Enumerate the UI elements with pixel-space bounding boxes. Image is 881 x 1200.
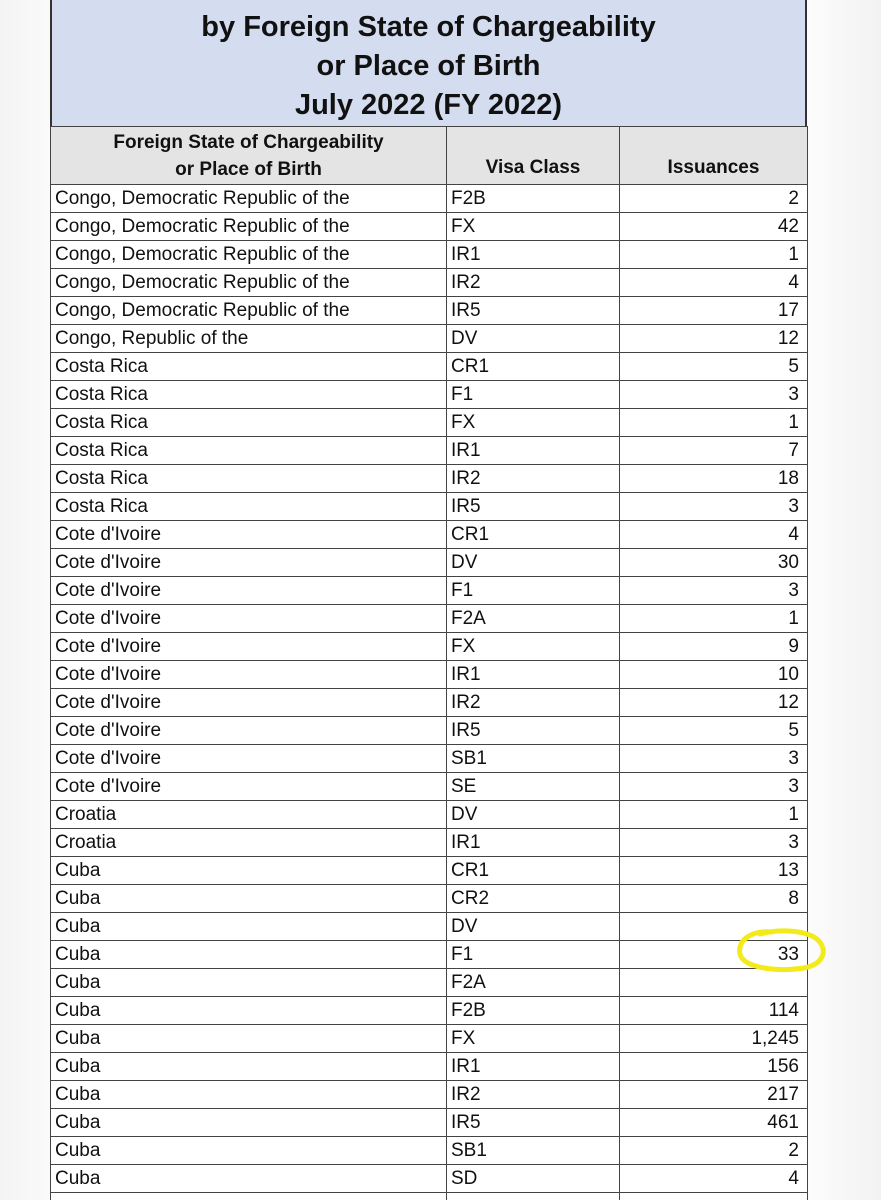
visa-class-cell: CR2 xyxy=(447,885,620,913)
visa-class-cell: FX xyxy=(447,1025,620,1053)
table-row xyxy=(51,717,808,745)
left-page-margin xyxy=(0,0,50,1200)
table-row xyxy=(51,661,808,689)
visa-class-cell: IR5 xyxy=(447,297,620,325)
visa-class-cell: F2A xyxy=(447,969,620,997)
issuances-cell: 3 xyxy=(620,773,808,801)
header-visa-class: Visa Class xyxy=(447,127,620,185)
country-cell: Cuba xyxy=(51,1053,447,1081)
visa-class-cell: F2B xyxy=(447,185,620,213)
issuances-cell xyxy=(620,913,808,941)
issuances-cell: 33 xyxy=(620,941,808,969)
visa-class-cell: IR2 xyxy=(447,465,620,493)
country-cell: Cuba xyxy=(51,1081,447,1109)
table-row xyxy=(51,605,808,633)
issuances-cell: 12 xyxy=(620,689,808,717)
issuances-cell: 4 xyxy=(620,521,808,549)
issuances-cell: 1 xyxy=(620,605,808,633)
country-cell: Cuba xyxy=(51,941,447,969)
cut-off-cell xyxy=(447,1193,620,1200)
issuances-cell: 2 xyxy=(620,185,808,213)
table-row xyxy=(51,353,808,381)
table-row xyxy=(51,1109,808,1137)
visa-class-cell: FX xyxy=(447,213,620,241)
country-cell: Cuba xyxy=(51,913,447,941)
issuances-cell: 3 xyxy=(620,577,808,605)
table-row xyxy=(51,185,808,213)
country-cell: Croatia xyxy=(51,829,447,857)
issuances-cell xyxy=(620,969,808,997)
visa-class-cell: IR5 xyxy=(447,717,620,745)
header-country xyxy=(51,127,447,185)
country-cell: Congo, Republic of the xyxy=(51,325,447,353)
visa-class-cell: IR2 xyxy=(447,1081,620,1109)
visa-class-cell: F2A xyxy=(447,605,620,633)
table-row xyxy=(51,857,808,885)
country-cell: Cote d'Ivoire xyxy=(51,605,447,633)
table-row xyxy=(51,381,808,409)
issuances-cell: 4 xyxy=(620,1165,808,1193)
cut-off-cell xyxy=(620,1193,808,1200)
country-cell: Cote d'Ivoire xyxy=(51,549,447,577)
country-cell: Congo, Democratic Republic of the xyxy=(51,185,447,213)
country-cell: Costa Rica xyxy=(51,493,447,521)
table-header-row xyxy=(51,127,808,185)
country-cell: Cuba xyxy=(51,997,447,1025)
table-row xyxy=(51,689,808,717)
visa-class-cell: DV xyxy=(447,801,620,829)
issuances-cell: 1 xyxy=(620,409,808,437)
issuances-cell: 7 xyxy=(620,437,808,465)
issuances-cell: 217 xyxy=(620,1081,808,1109)
table-row xyxy=(51,549,808,577)
country-cell: Congo, Democratic Republic of the xyxy=(51,269,447,297)
issuances-cell: 10 xyxy=(620,661,808,689)
country-cell: Cuba xyxy=(51,969,447,997)
visa-class-cell: IR1 xyxy=(447,437,620,465)
table-row xyxy=(51,241,808,269)
visa-class-cell: F2B xyxy=(447,997,620,1025)
table-row xyxy=(51,1081,808,1109)
country-cell: Cote d'Ivoire xyxy=(51,773,447,801)
title-line-2: or Place of Birth xyxy=(316,50,541,82)
issuances-cell: 461 xyxy=(620,1109,808,1137)
header-country-line-1: Foreign State of Chargeability xyxy=(113,131,384,153)
country-cell: Cote d'Ivoire xyxy=(51,661,447,689)
table-row xyxy=(51,409,808,437)
visa-class-cell: IR5 xyxy=(447,1109,620,1137)
title-line-1: by Foreign State of Chargeability xyxy=(201,11,656,43)
table-row xyxy=(51,801,808,829)
visa-class-cell: DV xyxy=(447,913,620,941)
table-row xyxy=(51,913,808,941)
issuances-cell: 3 xyxy=(620,381,808,409)
issuances-cell: 5 xyxy=(620,717,808,745)
country-cell: Costa Rica xyxy=(51,465,447,493)
table-row xyxy=(51,885,808,913)
table-row xyxy=(51,745,808,773)
table-row xyxy=(51,297,808,325)
country-cell: Cuba xyxy=(51,857,447,885)
table-row xyxy=(51,325,808,353)
table-row xyxy=(51,829,808,857)
visa-class-cell: F1 xyxy=(447,381,620,409)
country-cell: Cuba xyxy=(51,885,447,913)
issuances-cell: 1 xyxy=(620,241,808,269)
country-cell: Costa Rica xyxy=(51,437,447,465)
country-cell: Cote d'Ivoire xyxy=(51,717,447,745)
issuances-cell: 42 xyxy=(620,213,808,241)
issuances-cell: 9 xyxy=(620,633,808,661)
visa-class-cell: SE xyxy=(447,773,620,801)
table-row xyxy=(51,633,808,661)
country-cell: Costa Rica xyxy=(51,409,447,437)
country-cell: Cuba xyxy=(51,1165,447,1193)
issuances-table xyxy=(50,126,808,1200)
issuances-cell: 1 xyxy=(620,801,808,829)
table-row xyxy=(51,1053,808,1081)
country-cell: Congo, Democratic Republic of the xyxy=(51,213,447,241)
country-cell: Congo, Democratic Republic of the xyxy=(51,297,447,325)
table-row xyxy=(51,577,808,605)
visa-class-cell: IR1 xyxy=(447,661,620,689)
issuances-cell: 18 xyxy=(620,465,808,493)
issuances-cell: 156 xyxy=(620,1053,808,1081)
visa-class-cell: FX xyxy=(447,409,620,437)
issuances-cell: 3 xyxy=(620,493,808,521)
issuances-cell: 17 xyxy=(620,297,808,325)
country-cell: Cuba xyxy=(51,1137,447,1165)
country-cell: Cote d'Ivoire xyxy=(51,745,447,773)
country-cell: Croatia xyxy=(51,801,447,829)
title-line-3: July 2022 (FY 2022) xyxy=(294,89,563,121)
visa-class-cell: CR1 xyxy=(447,353,620,381)
visa-class-cell: F1 xyxy=(447,941,620,969)
issuances-cell: 2 xyxy=(620,1137,808,1165)
visa-class-cell: DV xyxy=(447,549,620,577)
table-row xyxy=(51,1137,808,1165)
issuances-cell: 3 xyxy=(620,745,808,773)
visa-class-cell: DV xyxy=(447,325,620,353)
issuances-cell: 12 xyxy=(620,325,808,353)
country-cell: Costa Rica xyxy=(51,353,447,381)
country-cell: Cote d'Ivoire xyxy=(51,633,447,661)
visa-class-cell: IR1 xyxy=(447,241,620,269)
country-cell: Cuba xyxy=(51,1109,447,1137)
table-row xyxy=(51,521,808,549)
table-row-cut-off xyxy=(51,1193,808,1200)
visa-class-cell: IR2 xyxy=(447,689,620,717)
issuances-cell: 8 xyxy=(620,885,808,913)
right-page-margin xyxy=(807,0,881,1200)
country-cell: Costa Rica xyxy=(51,381,447,409)
issuances-cell: 3 xyxy=(620,829,808,857)
header-country-line-2: or Place of Birth xyxy=(175,158,322,180)
visa-class-cell: IR1 xyxy=(447,1053,620,1081)
table-row xyxy=(51,269,808,297)
visa-class-cell: SB1 xyxy=(447,745,620,773)
table-body xyxy=(51,185,808,1200)
table-row xyxy=(51,493,808,521)
table-row xyxy=(51,213,808,241)
cut-off-cell xyxy=(51,1193,447,1200)
country-cell: Cuba xyxy=(51,1025,447,1053)
issuances-cell: 4 xyxy=(620,269,808,297)
table-row xyxy=(51,997,808,1025)
country-cell: Cote d'Ivoire xyxy=(51,521,447,549)
table-row xyxy=(51,773,808,801)
table-row xyxy=(51,941,808,969)
visa-class-cell: SD xyxy=(447,1165,620,1193)
visa-class-cell: CR1 xyxy=(447,857,620,885)
visa-class-cell: IR1 xyxy=(447,829,620,857)
report-title xyxy=(50,0,807,126)
header-issuances: Issuances xyxy=(620,127,808,185)
visa-class-cell: F1 xyxy=(447,577,620,605)
table-row xyxy=(51,437,808,465)
issuances-cell: 1,245 xyxy=(620,1025,808,1053)
country-cell: Congo, Democratic Republic of the xyxy=(51,241,447,269)
issuances-cell: 13 xyxy=(620,857,808,885)
visa-class-cell: SB1 xyxy=(447,1137,620,1165)
table-row xyxy=(51,1165,808,1193)
country-cell: Cote d'Ivoire xyxy=(51,577,447,605)
visa-class-cell: CR1 xyxy=(447,521,620,549)
issuances-cell: 114 xyxy=(620,997,808,1025)
issuances-cell: 5 xyxy=(620,353,808,381)
table-row xyxy=(51,1025,808,1053)
visa-class-cell: IR5 xyxy=(447,493,620,521)
country-cell: Cote d'Ivoire xyxy=(51,689,447,717)
visa-class-cell: IR2 xyxy=(447,269,620,297)
visa-class-cell: FX xyxy=(447,633,620,661)
table-row xyxy=(51,465,808,493)
table-row xyxy=(51,969,808,997)
issuances-cell: 30 xyxy=(620,549,808,577)
